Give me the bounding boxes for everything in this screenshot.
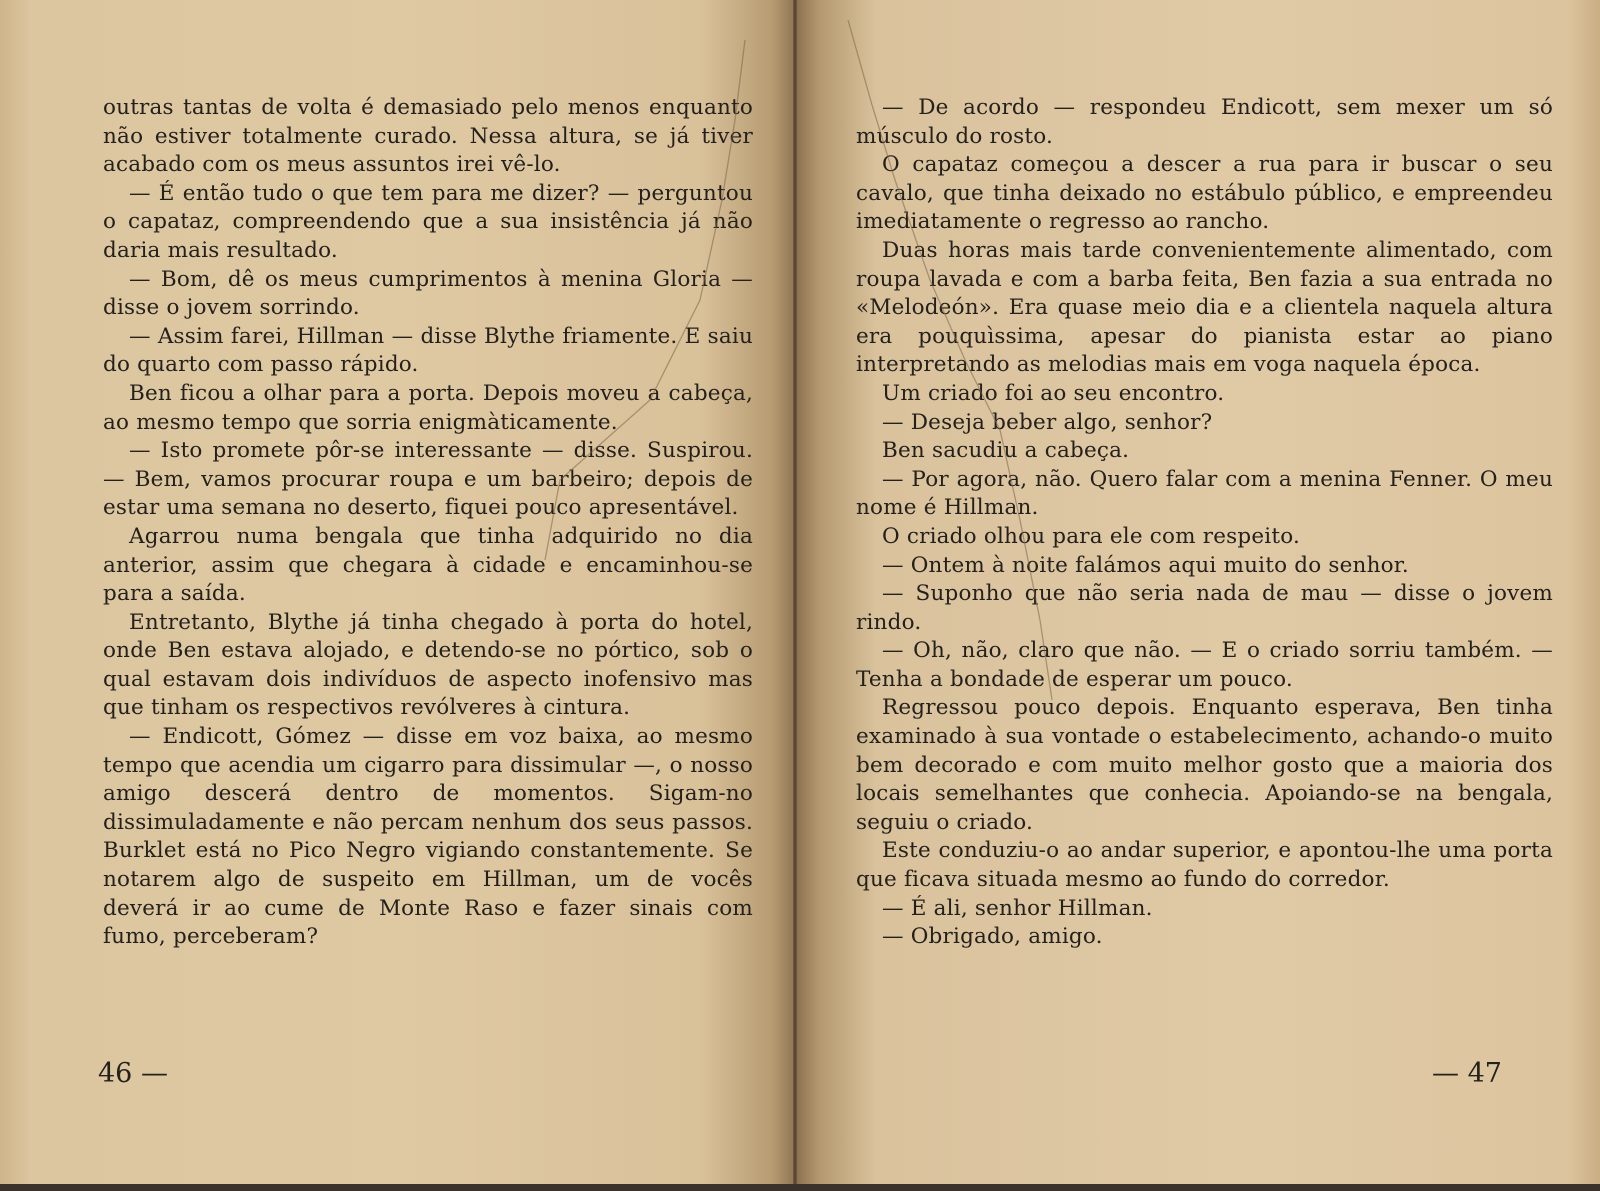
paragraph: Um criado foi ao seu encontro.: [882, 380, 1225, 406]
paragraph: — Assim farei, Hillman — disse Blythe friamente. E saiu do quarto com passo rápido.: [103, 323, 753, 378]
paragraph: — Oh, não, claro que não. — E o criado sorriu também. — Tenha a bondade de esperar um pouco.: [856, 638, 1553, 692]
paragraph: — Por agora, não. Quero falar com a menina Fenner. O meu nome é Hillman.: [856, 466, 1553, 521]
paragraph: — De acordo — respondeu Endicott, sem mexer um só músculo do rosto.: [856, 95, 1553, 149]
paragraph: O criado olhou para ele com respeito.: [882, 523, 1301, 549]
paragraph: Regressou pouco depois. Enquanto esperava, Ben tinha examinado à sua vontade o estabelecimento, achando-o muito bem decorado e com muito melhor gosto que a maioria dos locais semelhantes que conhecia. Apoiando-se na bengala, seguiu o criado.: [856, 695, 1553, 835]
paragraph: — Ontem à noite falámos aqui muito do senhor.: [882, 552, 1409, 578]
paragraph: Entretanto, Blythe já tinha chegado à porta do hotel, onde Ben estava alojado, e detendo-se no pórtico, sob o qual estavam dois indivíduos de aspecto inofensivo mas que tinham os respectivos revólveres à cintura.: [103, 609, 753, 721]
paragraph: Agarrou numa bengala que tinha adquirido no dia anterior, assim que chegara à cidade e encaminhou-se para a saída.: [103, 523, 753, 607]
paragraph: O capataz começou a descer a rua para ir buscar o seu cavalo, que tinha deixado no estábulo público, e empreendeu imediatamente o regresso ao rancho.: [856, 152, 1553, 235]
paragraph: — Bom, dê os meus cumprimentos à menina Gloria — disse o jovem sorrindo.: [103, 266, 753, 321]
page-bottom-edge: [0, 1184, 1600, 1191]
left-page: [0, 0, 796, 1184]
paragraph: Este conduziu-o ao andar superior, e apontou-lhe uma porta que ficava situada mesmo ao fundo do corredor.: [856, 838, 1553, 893]
page-number-left: 46 —: [98, 1058, 168, 1089]
paragraph: Ben sacudiu a cabeça.: [882, 438, 1130, 464]
paragraph: — É então tudo o que tem para me dizer? — perguntou o capataz, compreendendo que a sua insistência já não daria mais resultado.: [103, 180, 753, 263]
paragraph: — Deseja beber algo, senhor?: [882, 409, 1213, 435]
paragraph: Duas horas mais tarde convenientemente alimentado, com roupa lavada e com a barba feita, Ben fazia a sua entrada no «Melodeón». Era quase meio dia e a clientela naquela altura era pouquìssima, apesar do pianista estar ao piano interpretando as melodias mais em voga naquela época.: [856, 237, 1553, 378]
paragraph: — Obrigado, amigo.: [882, 924, 1103, 950]
right-page-text: [856, 94, 1553, 952]
paragraph: — Endicott, Gómez — disse em voz baixa, ao mesmo tempo que acendia um cigarro para dissimular —, o nosso amigo descerá dentro de momentos. Sigam-no dissimuladamente e não percam nenhum dos seus passos. Burklet está no Pico Negro vigiando constantemente. Se notarem algo de suspeito em Hillman, um de vocês deverá ir ao cume de Monte Raso e fazer sinais com fumo, perceberam?: [103, 724, 753, 950]
paragraph: Ben ficou a olhar para a porta. Depois moveu a cabeça, ao mesmo tempo que sorria enigmàticamente.: [103, 380, 753, 435]
paragraph: — Suponho que não seria nada de mau — disse o jovem rindo.: [856, 581, 1553, 635]
right-page: [796, 0, 1600, 1184]
book-spine: [793, 0, 797, 1184]
paragraph: — É ali, senhor Hillman.: [882, 895, 1153, 921]
paragraph: outras tantas de volta é demasiado pelo menos enquanto não estiver totalmente curado. Nessa altura, se já tiver acabado com os meus assuntos irei vê-lo.: [103, 95, 753, 178]
paragraph: — Isto promete pôr-se interessante — disse. Suspirou. — Bem, vamos procurar roupa e um barbeiro; depois de estar uma semana no deserto, fiquei pouco apresentável.: [103, 438, 753, 521]
page-number-right: — 47: [1432, 1058, 1502, 1089]
left-page-text: [103, 94, 753, 952]
